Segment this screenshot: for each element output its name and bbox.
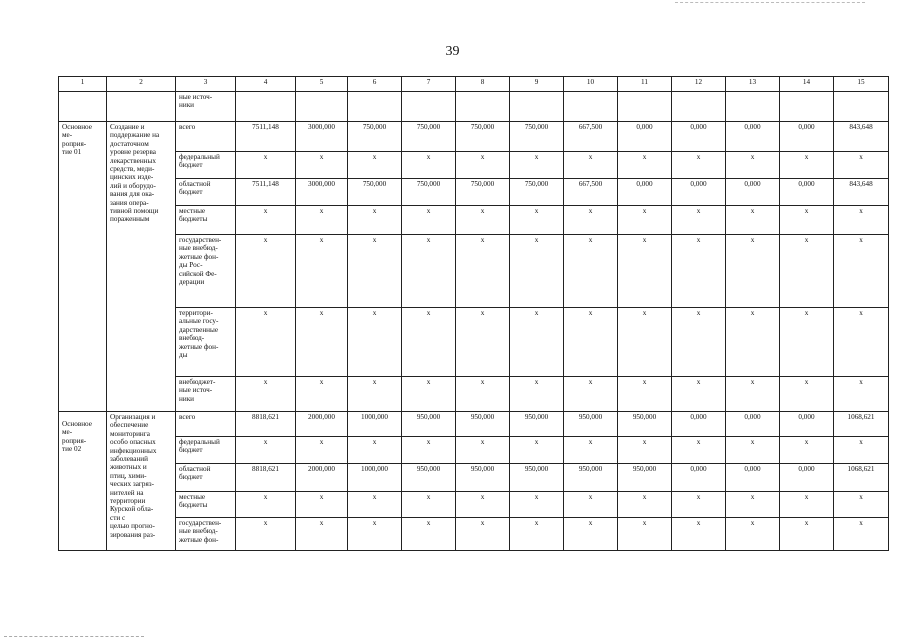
column-number: 12 [672, 77, 726, 92]
value-cell: x [618, 235, 672, 308]
value-cell: x [672, 152, 726, 179]
value-cell: 950,000 [402, 412, 456, 437]
table-row [59, 179, 889, 206]
source-cell: областной бюджет [176, 464, 236, 492]
value-cell: x [456, 492, 510, 518]
value-cell: x [618, 377, 672, 412]
table-row [59, 122, 889, 152]
source-cell: ные источ- ники [176, 92, 236, 122]
value-cell: x [402, 235, 456, 308]
value-cell: x [834, 437, 889, 464]
value-cell: x [456, 206, 510, 235]
column-number: 6 [348, 77, 402, 92]
value-cell: x [726, 377, 780, 412]
continuation-row [59, 92, 889, 122]
column-number: 15 [834, 77, 889, 92]
value-cell: 0,000 [672, 412, 726, 437]
value-cell: 750,000 [348, 122, 402, 152]
budget-table [58, 76, 889, 551]
value-cell: x [780, 308, 834, 377]
value-cell: x [236, 492, 296, 518]
empty-cell [726, 92, 780, 122]
value-cell: x [296, 235, 348, 308]
value-cell: x [236, 377, 296, 412]
value-cell: x [834, 235, 889, 308]
value-cell: x [618, 492, 672, 518]
value-cell: x [618, 152, 672, 179]
value-cell: x [402, 518, 456, 551]
empty-cell [59, 92, 107, 122]
empty-cell [348, 92, 402, 122]
table-row [59, 492, 889, 518]
empty-cell [296, 92, 348, 122]
value-cell: 0,000 [672, 122, 726, 152]
column-number: 4 [236, 77, 296, 92]
value-cell: x [348, 518, 402, 551]
empty-cell [672, 92, 726, 122]
value-cell: x [236, 437, 296, 464]
value-cell: x [672, 492, 726, 518]
value-cell: 0,000 [780, 464, 834, 492]
value-cell: x [510, 152, 564, 179]
value-cell: x [296, 308, 348, 377]
value-cell: 8818,621 [236, 464, 296, 492]
value-cell: x [834, 308, 889, 377]
value-cell: x [402, 206, 456, 235]
value-cell: x [348, 308, 402, 377]
value-cell: x [618, 206, 672, 235]
source-cell: местные бюджеты [176, 492, 236, 518]
value-cell: x [510, 492, 564, 518]
value-cell: x [564, 492, 618, 518]
source-cell: всего [176, 412, 236, 437]
value-cell: 750,000 [510, 179, 564, 206]
value-cell: 7511,148 [236, 179, 296, 206]
value-cell: 843,648 [834, 179, 889, 206]
value-cell: x [726, 308, 780, 377]
value-cell: x [564, 235, 618, 308]
column-number: 14 [780, 77, 834, 92]
value-cell: x [456, 518, 510, 551]
value-cell: x [236, 152, 296, 179]
value-cell: 950,000 [564, 412, 618, 437]
event-description-cell: Организация и обеспечение мониторинга особо опасных инфекционных заболеваний животных и птиц, хими- ческих загряз- нителей на территории Курской обла- сти с целью прогно- зирования раз- [107, 412, 176, 551]
value-cell: 950,000 [618, 412, 672, 437]
event-name-cell: Основное ме- роприя- тие 02 [59, 412, 107, 551]
value-cell: 750,000 [348, 179, 402, 206]
value-cell: 0,000 [780, 412, 834, 437]
value-cell: 1000,000 [348, 464, 402, 492]
value-cell: x [348, 437, 402, 464]
column-number: 7 [402, 77, 456, 92]
value-cell: x [296, 518, 348, 551]
value-cell: 2000,000 [296, 464, 348, 492]
value-cell: 8818,621 [236, 412, 296, 437]
value-cell: x [726, 206, 780, 235]
value-cell: 0,000 [726, 412, 780, 437]
value-cell: 0,000 [618, 122, 672, 152]
value-cell: x [510, 206, 564, 235]
value-cell: x [726, 518, 780, 551]
value-cell: x [510, 518, 564, 551]
column-number: 3 [176, 77, 236, 92]
value-cell: x [510, 377, 564, 412]
value-cell: x [618, 437, 672, 464]
value-cell: 843,648 [834, 122, 889, 152]
value-cell: x [780, 518, 834, 551]
scan-artifact-top [675, 2, 865, 3]
value-cell: x [672, 235, 726, 308]
table-row [59, 235, 889, 308]
value-cell: x [564, 377, 618, 412]
header-row [59, 77, 889, 92]
empty-cell [107, 92, 176, 122]
table-row [59, 308, 889, 377]
value-cell: x [236, 308, 296, 377]
value-cell: x [510, 308, 564, 377]
value-cell: 1068,621 [834, 464, 889, 492]
value-cell: x [236, 518, 296, 551]
value-cell: 7511,148 [236, 122, 296, 152]
column-number: 1 [59, 77, 107, 92]
column-number: 13 [726, 77, 780, 92]
value-cell: x [402, 152, 456, 179]
event-name-cell: Основное ме- роприя- тие 01 [59, 122, 107, 412]
value-cell: x [456, 377, 510, 412]
value-cell: 0,000 [726, 179, 780, 206]
table-row [59, 412, 889, 437]
value-cell: 667,500 [564, 122, 618, 152]
value-cell: x [780, 152, 834, 179]
value-cell: 0,000 [780, 179, 834, 206]
value-cell: x [564, 308, 618, 377]
value-cell: x [618, 518, 672, 551]
column-number: 8 [456, 77, 510, 92]
value-cell: x [780, 437, 834, 464]
value-cell: 0,000 [672, 464, 726, 492]
value-cell: x [296, 492, 348, 518]
value-cell: x [672, 308, 726, 377]
value-cell: 750,000 [456, 122, 510, 152]
value-cell: x [236, 206, 296, 235]
value-cell: x [402, 308, 456, 377]
value-cell: x [564, 206, 618, 235]
value-cell: 750,000 [456, 179, 510, 206]
value-cell: x [726, 152, 780, 179]
value-cell: 750,000 [402, 179, 456, 206]
value-cell: x [402, 437, 456, 464]
empty-cell [510, 92, 564, 122]
value-cell: x [780, 235, 834, 308]
value-cell: 667,500 [564, 179, 618, 206]
value-cell: 3000,000 [296, 122, 348, 152]
value-cell: x [834, 152, 889, 179]
empty-cell [780, 92, 834, 122]
table-row [59, 377, 889, 412]
source-cell: областной бюджет [176, 179, 236, 206]
empty-cell [834, 92, 889, 122]
value-cell: 750,000 [402, 122, 456, 152]
column-number: 5 [296, 77, 348, 92]
value-cell: x [456, 152, 510, 179]
value-cell: x [456, 235, 510, 308]
value-cell: x [672, 437, 726, 464]
value-cell: 950,000 [402, 464, 456, 492]
value-cell: x [780, 377, 834, 412]
value-cell: x [348, 492, 402, 518]
page-number: 39 [445, 44, 460, 59]
empty-cell [236, 92, 296, 122]
value-cell: x [564, 518, 618, 551]
empty-cell [402, 92, 456, 122]
value-cell: 950,000 [456, 464, 510, 492]
value-cell: x [672, 518, 726, 551]
value-cell: x [672, 377, 726, 412]
table-row [59, 518, 889, 551]
value-cell: x [402, 377, 456, 412]
source-cell: государствен- ные внебюд- жетные фон- ды Рос- сийской Фе- дерации [176, 235, 236, 308]
column-number: 9 [510, 77, 564, 92]
value-cell: 750,000 [510, 122, 564, 152]
source-cell: всего [176, 122, 236, 152]
value-cell: x [618, 308, 672, 377]
value-cell: 3000,000 [296, 179, 348, 206]
column-number: 2 [107, 77, 176, 92]
empty-cell [456, 92, 510, 122]
source-cell: внебюджет- ные источ- ники [176, 377, 236, 412]
value-cell: 0,000 [672, 179, 726, 206]
value-cell: x [348, 206, 402, 235]
value-cell: x [834, 206, 889, 235]
source-cell: местные бюджеты [176, 206, 236, 235]
value-cell: x [296, 437, 348, 464]
value-cell: x [236, 235, 296, 308]
value-cell: 0,000 [726, 464, 780, 492]
value-cell: 950,000 [456, 412, 510, 437]
table-row [59, 152, 889, 179]
value-cell: 1000,000 [348, 412, 402, 437]
value-cell: x [510, 437, 564, 464]
value-cell: x [348, 235, 402, 308]
source-cell: федеральный бюджет [176, 437, 236, 464]
value-cell: 2000,000 [296, 412, 348, 437]
value-cell: 950,000 [618, 464, 672, 492]
empty-cell [618, 92, 672, 122]
value-cell: x [564, 152, 618, 179]
event-description-cell: Создание и поддержание на достаточном уровне резерва лекарственных средств, меди- цинских изде- лий и оборудо- вания для ока- зания опера- тивной помощи пораженным [107, 122, 176, 412]
value-cell: x [834, 492, 889, 518]
column-number: 10 [564, 77, 618, 92]
value-cell: 0,000 [780, 122, 834, 152]
value-cell: 1068,621 [834, 412, 889, 437]
table-row [59, 206, 889, 235]
table-body [59, 77, 889, 551]
value-cell: x [780, 206, 834, 235]
value-cell: x [726, 492, 780, 518]
value-cell: x [672, 206, 726, 235]
value-cell: x [348, 152, 402, 179]
value-cell: x [296, 206, 348, 235]
scan-artifact-bottom [4, 636, 144, 637]
value-cell: x [726, 437, 780, 464]
value-cell: x [456, 437, 510, 464]
value-cell: 0,000 [618, 179, 672, 206]
value-cell: x [834, 377, 889, 412]
value-cell: x [296, 377, 348, 412]
table-row [59, 464, 889, 492]
value-cell: x [348, 377, 402, 412]
value-cell: x [402, 492, 456, 518]
value-cell: x [726, 235, 780, 308]
empty-cell [564, 92, 618, 122]
value-cell: 950,000 [510, 464, 564, 492]
value-cell: x [564, 437, 618, 464]
value-cell: x [456, 308, 510, 377]
value-cell: x [834, 518, 889, 551]
value-cell: x [510, 235, 564, 308]
source-cell: федеральный бюджет [176, 152, 236, 179]
source-cell: государствен- ные внебюд- жетные фон- [176, 518, 236, 551]
source-cell: территори- альные госу- дарственные внебюд- жетные фон- ды [176, 308, 236, 377]
value-cell: x [780, 492, 834, 518]
column-number: 11 [618, 77, 672, 92]
value-cell: x [296, 152, 348, 179]
value-cell: 0,000 [726, 122, 780, 152]
value-cell: 950,000 [564, 464, 618, 492]
table-row [59, 437, 889, 464]
value-cell: 950,000 [510, 412, 564, 437]
